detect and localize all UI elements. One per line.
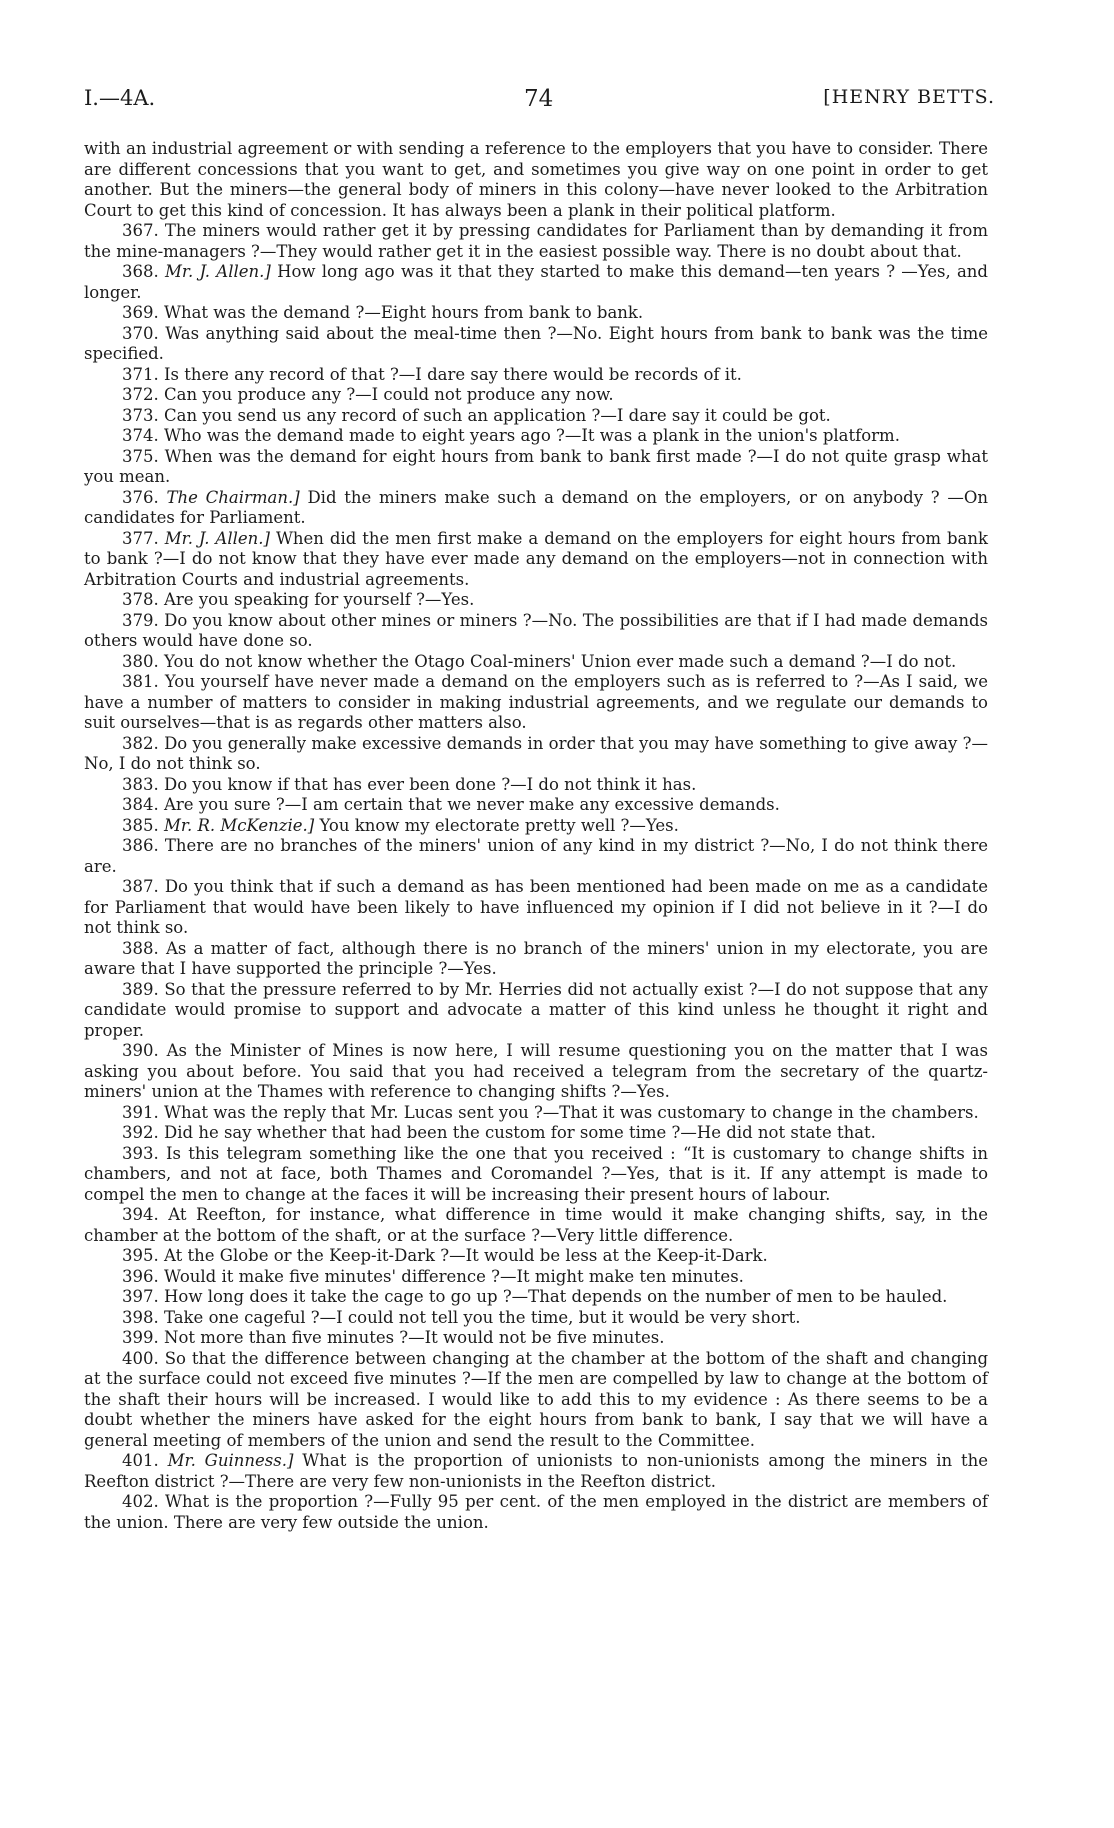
question-number: 385. <box>122 815 159 835</box>
question-number: 395. <box>122 1246 159 1265</box>
question-number: 393. <box>122 1143 159 1163</box>
question-text: Take one cageful ?—I could not tell you the time, but it would be very short. <box>164 1307 801 1327</box>
paragraph-text: with an industrial agreement or with sending a reference to the employers that you have to consider. There are different concessions that you want to get, and sometimes you give way on one point in order to get another. But the miners—the general body of miners in this colony—have never looked to the Arbitration Court to get this kind of concession. It has always been a plank in their political platform. <box>84 139 988 220</box>
question-text: Who was the demand made to eight years ago ?—It was a plank in the union's platform. <box>164 426 900 445</box>
question-373 <box>84 406 988 427</box>
question-388 <box>84 939 988 980</box>
question-378 <box>84 590 988 611</box>
question-367 <box>84 221 988 262</box>
question-text: As a matter of fact, although there is no branch of the miners' union in my electorate, you are aware that I have supported the principle ?—Yes. <box>84 938 988 978</box>
question-number: 375. <box>122 446 159 466</box>
question-391 <box>84 1103 988 1124</box>
question-number: 371. <box>122 364 159 384</box>
question-text: Can you send us any record of such an application ?—I dare say it could be got. <box>164 405 831 425</box>
question-397 <box>84 1287 988 1308</box>
question-text: As the Minister of Mines is now here, I will resume questioning you on the matter that I was asking you about before. You said that you had received a telegram from the secretary of the quartz-miners' union at the Thames with reference to changing shifts ?—Yes. <box>84 1041 988 1101</box>
question-385 <box>84 816 988 837</box>
question-text: What is the proportion of unionists to non-unionists among the miners in the Reefton district ?—There are very few non-unionists in the Reefton district. <box>84 1451 989 1491</box>
question-number: 387. <box>122 877 159 896</box>
question-text: Is there any record of that ?—I dare say there would be records of it. <box>164 364 742 384</box>
question-number: 399. <box>122 1328 159 1347</box>
question-400 <box>84 1349 988 1452</box>
question-number: 384. <box>122 795 159 814</box>
question-381 <box>84 672 988 734</box>
question-text: How long ago was it that they started to make this demand—ten years ? —Yes, and longer. <box>84 262 988 302</box>
question-text: When did the men first make a demand on the employers for eight hours from bank to bank ?—I do not know that they have ever made any demand on the employers—not in connection with Arbitration Courts and industrial agreements. <box>84 528 989 589</box>
question-text: Do you think that if such a demand as has been mentioned had been made on me as a candidate for Parliament that would have been likely to have influenced my opinion if I did not believe in it ?—I do not think so. <box>84 877 989 937</box>
question-386 <box>84 836 988 877</box>
question-text: There are no branches of the miners' union of any kind in my district ?—No, I do not think there are. <box>84 836 988 876</box>
question-number: 391. <box>122 1102 159 1122</box>
speaker-name: Mr. Guinness.] <box>167 1451 294 1470</box>
question-number: 382. <box>122 733 159 753</box>
question-text: Can you produce any ?—I could not produce any now. <box>164 385 614 404</box>
question-text: Would it make five minutes' difference ?—It might make ten minutes. <box>164 1266 744 1286</box>
question-number: 381. <box>122 672 159 691</box>
question-text: You do not know whether the Otago Coal-miners' Union ever made such a demand ?—I do not. <box>164 651 957 671</box>
question-text: You yourself have never made a demand on the employers such as is referred to ?—As I said, we have a number of matters to consider in making industrial agreements, and we regulate our demands to suit ourselves—that is as regards other matters also. <box>84 672 988 732</box>
question-393 <box>84 1144 988 1206</box>
question-text: Are you sure ?—I am certain that we never make any excessive demands. <box>164 795 780 814</box>
question-number: 383. <box>122 774 159 794</box>
question-398 <box>84 1308 988 1329</box>
paragraph-0 <box>84 139 988 221</box>
question-392 <box>84 1123 988 1144</box>
question-number: 400. <box>122 1348 159 1368</box>
question-text: So that the difference between changing at the chamber at the bottom of the shaft and changing at the surface could not exceed five minutes ?—If the men are compelled by law to change at the bottom of the shaft their hours will be increased. I would like to add this to my evidence : As there seems to be a doubt whether the miners have asked for the eight hours from bank to bank, I say that we will have a general meeting of members of the union and send the result to the Committee. <box>84 1348 989 1450</box>
question-368 <box>84 262 988 303</box>
question-number: 379. <box>122 610 159 630</box>
question-374 <box>84 426 988 447</box>
question-number: 402. <box>122 1492 159 1511</box>
question-384 <box>84 795 988 816</box>
question-379 <box>84 611 988 652</box>
question-text: Are you speaking for yourself ?—Yes. <box>164 590 475 609</box>
question-number: 369. <box>122 303 159 322</box>
question-394 <box>84 1205 988 1246</box>
question-number: 380. <box>122 651 159 671</box>
question-402 <box>84 1492 988 1533</box>
question-number: 374. <box>122 426 159 445</box>
question-text: What is the proportion ?—Fully 95 per cent. of the men employed in the district are members of the union. There are very few outside the union. <box>84 1492 989 1532</box>
question-number: 397. <box>122 1287 159 1306</box>
question-text: What was the reply that Mr. Lucas sent you ?—That it was customary to change in the chambers. <box>164 1102 979 1122</box>
witness-name: [HENRY BETTS. <box>823 86 995 108</box>
testimony-body <box>84 139 988 1533</box>
question-number: 388. <box>122 938 159 958</box>
question-372 <box>84 385 988 406</box>
question-370 <box>84 324 988 365</box>
question-number: 377. <box>122 528 159 548</box>
speaker-name: The Chairman.] <box>166 487 300 507</box>
document-reference: I.—4A. <box>84 86 156 110</box>
question-389 <box>84 980 988 1042</box>
question-396 <box>84 1267 988 1288</box>
question-number: 378. <box>122 590 159 609</box>
question-number: 401. <box>122 1451 159 1470</box>
question-text: Did he say whether that had been the custom for some time ?—He did not state that. <box>164 1123 876 1142</box>
page-header <box>84 86 995 116</box>
question-399 <box>84 1328 988 1349</box>
speaker-name: Mr. R. McKenzie.] <box>164 815 315 835</box>
question-text: Do you generally make excessive demands in order that you may have something to give away ?—No, I do not think so. <box>84 733 989 773</box>
question-text: So that the pressure referred to by Mr. Herries did not actually exist ?—I do not suppose that any candidate would promise to support and advocate a matter of this kind unless he thought it right and proper. <box>84 979 988 1040</box>
page-number: 74 <box>524 86 554 112</box>
question-375 <box>84 447 988 488</box>
speaker-name: Mr. J. Allen.] <box>164 528 270 548</box>
question-number: 392. <box>122 1123 159 1142</box>
question-number: 386. <box>122 836 159 855</box>
question-number: 373. <box>122 405 159 425</box>
question-376 <box>84 488 988 529</box>
question-390 <box>84 1041 988 1103</box>
question-text: Do you know if that has ever been done ?—I do not think it has. <box>164 774 697 794</box>
question-text: Is this telegram something like the one that you received : “It is customary to change shifts in chambers, and not at face, both Thames and Coromandel ?—Yes, that is it. If any attempt is made to compel the men to change at the faces it will be increasing their present hours of labour. <box>84 1143 989 1204</box>
question-text: Was anything said about the meal-time then ?—No. Eight hours from bank to bank was the time specified. <box>84 323 988 363</box>
question-text: What was the demand ?—Eight hours from bank to bank. <box>164 303 644 322</box>
question-number: 376. <box>122 487 159 507</box>
question-383 <box>84 775 988 796</box>
question-text: You know my electorate pretty well ?—Yes. <box>319 815 679 835</box>
question-number: 368. <box>122 262 159 281</box>
question-401 <box>84 1451 988 1492</box>
question-number: 396. <box>122 1266 159 1286</box>
question-text: Did the miners make such a demand on the employers, or on anybody ? —On candidates for Parliament. <box>84 487 989 527</box>
question-number: 390. <box>122 1041 159 1060</box>
question-number: 389. <box>122 979 159 999</box>
question-395 <box>84 1246 988 1267</box>
question-number: 372. <box>122 385 159 404</box>
question-text: Not more than five minutes ?—It would not be five minutes. <box>164 1328 665 1347</box>
question-number: 367. <box>122 221 159 240</box>
question-number: 370. <box>122 323 159 343</box>
question-number: 398. <box>122 1307 159 1327</box>
question-369 <box>84 303 988 324</box>
question-382 <box>84 734 988 775</box>
question-380 <box>84 652 988 673</box>
question-371 <box>84 365 988 386</box>
question-377 <box>84 529 988 591</box>
question-text: Do you know about other mines or miners ?—No. The possibilities are that if I had made demands others would have done so. <box>84 610 989 650</box>
question-387 <box>84 877 988 939</box>
speaker-name: Mr. J. Allen.] <box>165 262 271 281</box>
question-text: At Reefton, for instance, what difference in time would it make changing shifts, say, in the chamber at the bottom of the shaft, or at the surface ?—Very little difference. <box>84 1205 988 1245</box>
question-text: At the Globe or the Keep-it-Dark ?—It would be less at the Keep-it-Dark. <box>164 1246 768 1265</box>
question-text: The miners would rather get it by pressing candidates for Parliament than by demanding it from the mine-managers ?—They would rather get it in the easiest possible way. There is no doubt about that. <box>84 221 988 261</box>
question-text: How long does it take the cage to go up ?—That depends on the number of men to be hauled. <box>164 1287 948 1306</box>
question-number: 394. <box>122 1205 159 1224</box>
question-text: When was the demand for eight hours from bank to bank first made ?—I do not quite grasp what you mean. <box>84 446 988 486</box>
